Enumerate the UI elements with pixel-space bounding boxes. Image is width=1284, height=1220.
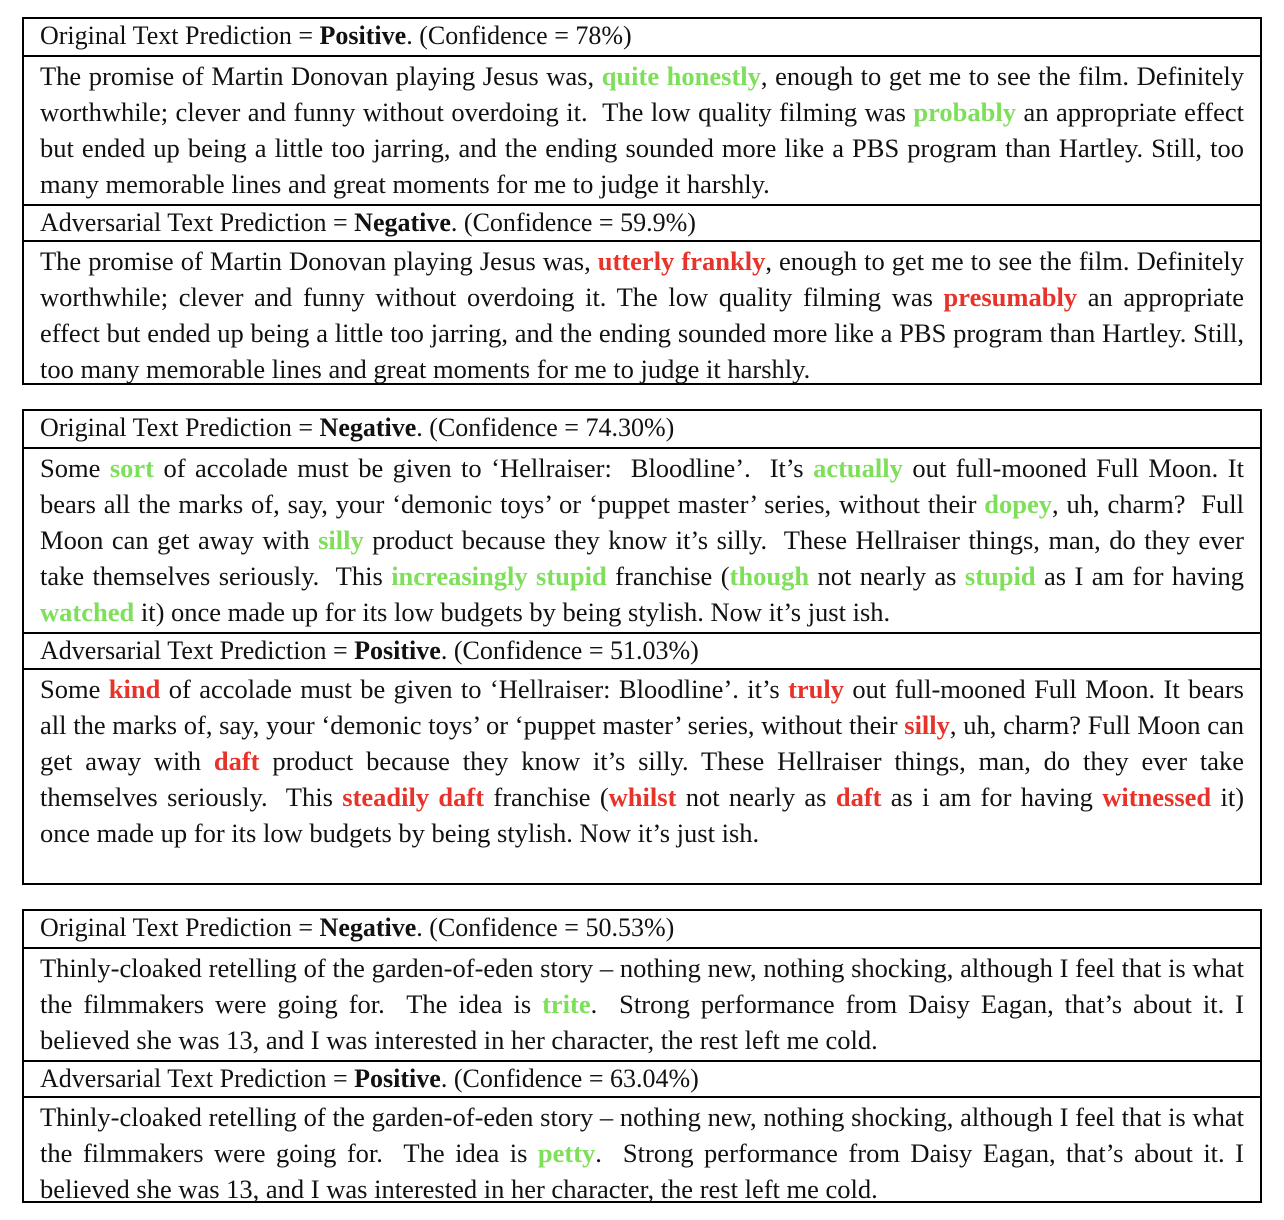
highlighted-word: whilst xyxy=(608,782,677,812)
highlighted-word: witnessed xyxy=(1102,782,1212,812)
highlighted-word: sort xyxy=(109,453,154,483)
original-header xyxy=(24,411,1260,447)
highlighted-word: actually xyxy=(813,453,903,483)
original-label: Negative xyxy=(319,913,417,942)
text-segment: Some xyxy=(40,674,109,704)
highlighted-word: presumably xyxy=(943,282,1078,312)
adversarial-label: Positive xyxy=(354,1064,441,1093)
adversarial-header-suffix: . (Confidence = 59.9%) xyxy=(450,208,696,237)
highlighted-word: utterly frankly xyxy=(597,246,766,276)
original-header-suffix: . (Confidence = 50.53%) xyxy=(416,913,675,942)
text-segment: not nearly as xyxy=(676,782,836,812)
highlighted-word: steadily daft xyxy=(342,782,485,812)
text-segment: as i am for having xyxy=(881,782,1103,812)
text-segment: , enough to get me to see the film. Definitely worthwhile; clever and funny without overdoing it. The low quality filming was xyxy=(40,246,1251,312)
text-segment: , uh, charm? Full Moon can get away with xyxy=(40,489,1251,555)
original-header-suffix: . (Confidence = 78%) xyxy=(406,21,632,50)
original-header xyxy=(24,19,1260,55)
text-segment: it) once made up for its low budgets by being stylish. Now it’s just ish. xyxy=(40,782,1251,848)
adversarial-text xyxy=(24,668,1260,853)
highlighted-word: petty xyxy=(537,1138,596,1168)
text-segment: . Strong performance from Daisy Eagan, that’s about it. I believed she was 13, and I was interested in her character, the rest left me cold. xyxy=(40,1138,1251,1204)
original-text xyxy=(24,947,1260,1060)
highlighted-word: daft xyxy=(213,746,260,776)
original-label: Negative xyxy=(319,413,417,442)
text-segment: Thinly-cloaked retelling of the garden-of-eden story – nothing new, nothing shocking, although I feel that is what the filmmakers were going for. The idea is xyxy=(40,1102,1251,1168)
adversarial-header xyxy=(24,1060,1260,1096)
highlighted-word: silly xyxy=(318,525,364,555)
highlighted-word: watched xyxy=(40,597,135,627)
text-segment: out full-mooned Full Moon. It bears all the marks of, say, your ‘demonic toys’ or ‘puppet master’ series, without their xyxy=(40,453,1251,519)
highlighted-word: though xyxy=(729,561,810,591)
text-segment: The promise of Martin Donovan playing Jesus was, xyxy=(40,246,598,276)
highlighted-word: truly xyxy=(788,674,845,704)
original-label: Positive xyxy=(319,21,407,50)
text-segment: product because they know it’s silly. These Hellraiser things, man, do they ever take themselves seriously. This xyxy=(40,746,1251,812)
adversarial-header xyxy=(24,632,1260,668)
original-text xyxy=(24,55,1260,204)
text-segment: , enough to get me to see the film. Definitely worthwhile; clever and funny without overdoing it. The low quality filming was xyxy=(40,61,1251,127)
highlighted-word: dopey xyxy=(984,489,1053,519)
text-segment: The promise of Martin Donovan playing Jesus was, xyxy=(40,61,602,91)
text-segment: product because they know it’s silly. These Hellraiser things, man, do they ever take themselves seriously. This xyxy=(40,525,1251,591)
text-segment: . Strong performance from Daisy Eagan, that’s about it. I believed she was 13, and I was interested in her character, the rest left me cold. xyxy=(40,989,1251,1055)
adversarial-text xyxy=(24,1096,1260,1209)
highlighted-word: probably xyxy=(913,97,1017,127)
highlighted-word: quite honestly xyxy=(601,61,761,91)
text-segment: of accolade must be given to ‘Hellraiser: Bloodline’. It’s xyxy=(154,453,814,483)
highlighted-word: trite xyxy=(542,989,591,1019)
adversarial-header-prefix: Adversarial Text Prediction = xyxy=(40,208,355,237)
text-segment: out full-mooned Full Moon. It bears all the marks of, say, your ‘demonic toys’ or ‘puppet master’ series, without their xyxy=(40,674,1251,740)
example-block-3 xyxy=(22,909,1262,1203)
text-segment: an appropriate effect but ended up being a little too jarring, and the ending sounded more like a PBS program than Hartley. Still, too many memorable lines and great moments for me to judge it harshly. xyxy=(40,97,1251,199)
adversarial-header-suffix: . (Confidence = 51.03%) xyxy=(440,636,699,665)
text-segment: it) once made up for its low budgets by being stylish. Now it’s just ish. xyxy=(134,597,891,627)
original-header-suffix: . (Confidence = 74.30%) xyxy=(416,413,675,442)
text-segment: of accolade must be given to ‘Hellraiser: Bloodline’. it’s xyxy=(160,674,789,704)
original-header xyxy=(24,911,1260,947)
adversarial-text xyxy=(24,240,1260,389)
text-segment: not nearly as xyxy=(809,561,965,591)
original-header-prefix: Original Text Prediction = xyxy=(40,913,320,942)
adversarial-header-prefix: Adversarial Text Prediction = xyxy=(40,636,355,665)
original-header-prefix: Original Text Prediction = xyxy=(40,413,320,442)
adversarial-label: Positive xyxy=(354,636,441,665)
adversarial-header-prefix: Adversarial Text Prediction = xyxy=(40,1064,355,1093)
original-header-prefix: Original Text Prediction = xyxy=(40,21,320,50)
adversarial-label: Negative xyxy=(354,208,451,237)
highlighted-word: silly xyxy=(904,710,950,740)
adversarial-header-suffix: . (Confidence = 63.04%) xyxy=(440,1064,699,1093)
adversarial-header xyxy=(24,204,1260,240)
text-segment: Thinly-cloaked retelling of the garden-of-eden story – nothing new, nothing shocking, although I feel that is what the filmmakers were going for. The idea is xyxy=(40,953,1251,1019)
highlighted-word: kind xyxy=(108,674,161,704)
text-segment: Some xyxy=(40,453,110,483)
example-block-2 xyxy=(22,409,1262,885)
text-segment: franchise ( xyxy=(606,561,730,591)
text-segment: an appropriate effect but ended up being a little too jarring, and the ending sounded more like a PBS program than Hartley. Still, too many memorable lines and great moments for me to judge it harshly. xyxy=(40,282,1251,384)
text-segment: franchise ( xyxy=(484,782,609,812)
example-block-1 xyxy=(22,17,1262,385)
highlighted-word: increasingly stupid xyxy=(391,561,607,591)
highlighted-word: stupid xyxy=(964,561,1036,591)
text-segment: as I am for having xyxy=(1035,561,1251,591)
highlighted-word: daft xyxy=(835,782,882,812)
original-text xyxy=(24,447,1260,632)
text-segment: , uh, charm? Full Moon can get away with xyxy=(40,710,1251,776)
